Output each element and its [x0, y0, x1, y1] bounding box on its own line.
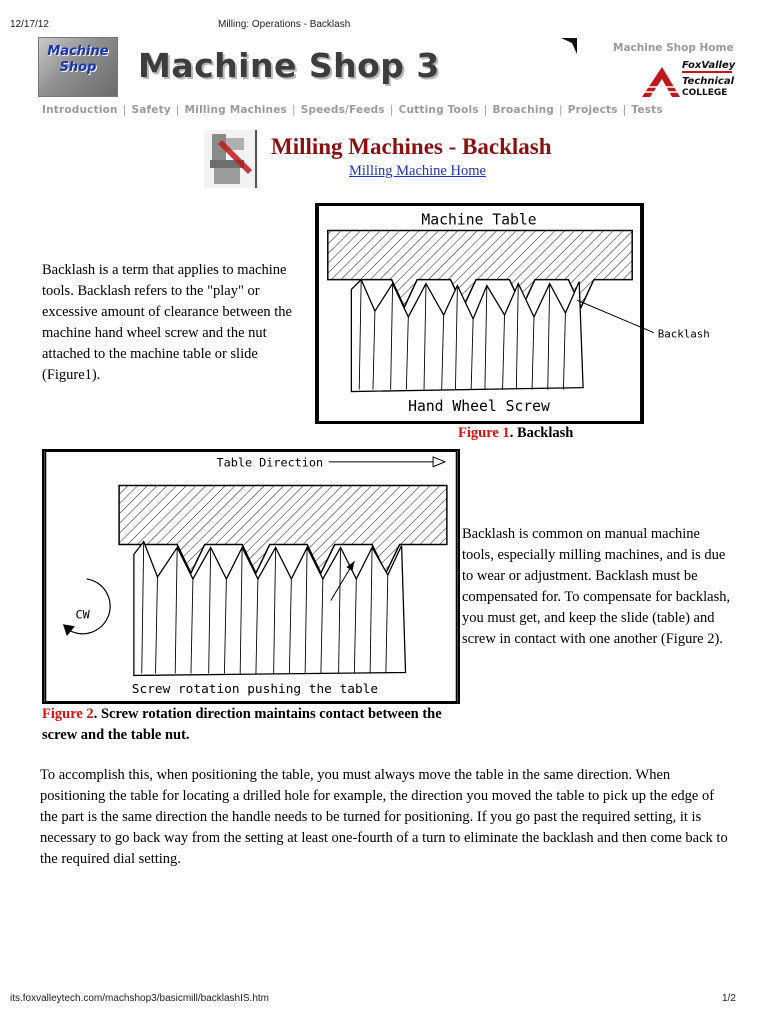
figure-1-caption-text: . Backlash [509, 425, 574, 441]
nav-tests[interactable]: Tests [631, 104, 663, 116]
figure-1-caption-prefix: Figure 1 [458, 425, 510, 441]
nav-separator: | [483, 104, 488, 116]
top-nav [42, 104, 663, 116]
nav-separator: | [122, 104, 127, 116]
corner-arrow-icon [560, 37, 578, 55]
nav-separator: | [292, 104, 296, 116]
figure-1-bottom-label: Hand Wheel Screw [408, 398, 550, 416]
nav-introduction[interactable]: Introduction [42, 104, 118, 116]
table-direction-label: Table Direction [216, 455, 324, 470]
nav-safety[interactable]: Safety [131, 104, 171, 116]
milling-machine-icon [204, 130, 258, 188]
page-title: Milling Machines - Backlash [271, 134, 552, 159]
nav-separator: | [175, 104, 180, 116]
nav-projects[interactable]: Projects [567, 104, 618, 116]
figure-1-top-label: Machine Table [421, 211, 537, 229]
fvtc-line-1: FoxValley [682, 60, 736, 71]
nav-broaching[interactable]: Broaching [492, 104, 555, 116]
fvtc-rule [682, 71, 732, 73]
print-page-title: Milling: Operations - Backlash [218, 19, 351, 30]
figure-2-diagram [42, 449, 460, 704]
logo-line-1: Machine [47, 44, 109, 59]
figure-2-caption-text: . Screw rotation direction maintains contact between the screw and the table nut. [42, 706, 442, 743]
backlash-callout-label: Backlash [657, 327, 710, 341]
nav-separator: | [622, 104, 627, 116]
fvtc-line-2: Technical [682, 76, 735, 87]
fvtc-line-3: COLLEGE [682, 88, 728, 98]
nav-separator: | [389, 104, 394, 116]
cw-label: CW [75, 607, 90, 622]
figure-2-caption [42, 704, 460, 746]
nav-speeds-feeds[interactable]: Speeds/Feeds [300, 104, 385, 116]
print-date: 12/17/12 [10, 19, 49, 30]
footer-page-number: 1/2 [722, 993, 736, 1004]
backlash-compensation-text: Backlash is common on manual machine tools, especially milling machines, and is due to wear or adjustment. Backlash must be compensated for. To compensate for backlash, you must get, and keep the slide (table) and screw in contact with one another (Figure 2). [462, 526, 731, 647]
nav-cutting-tools[interactable]: Cutting Tools [398, 104, 479, 116]
machine-shop-home-link[interactable]: Machine Shop Home [613, 42, 734, 54]
fvtc-emblem-icon [642, 67, 680, 97]
screw-shape [134, 542, 406, 676]
nav-milling-machines[interactable]: Milling Machines [184, 104, 287, 116]
backlash-definition-text: Backlash is a term that applies to machine tools. Backlash refers to the "play" or excessive amount of clearance between the machine hand wheel screw and the nut attached to the machine table or slide (Figure1). [42, 262, 292, 383]
nav-separator: | [559, 104, 563, 116]
positioning-procedure-text: To accomplish this, when positioning the table, you must always move the table in the same direction. When positioning the table for locating a drilled hole for example, the direction you moved the table to pick up the edge of the part is the same direction the handle needs to be turned for positioning. If you go past the required setting, it is necessary to go back way from the setting at least one-fourth of a turn to eliminate the backlash and then come back to the required dial setting. [40, 767, 728, 867]
milling-machine-home-link[interactable]: Milling Machine Home [349, 163, 486, 179]
site-title: Machine Shop 3 [138, 46, 440, 85]
footer-url: its.foxvalleytech.com/machshop3/basicmill/backlashIS.htm [10, 993, 269, 1004]
logo-line-2: Shop [59, 60, 97, 75]
figure-2-caption-prefix: Figure 2 [42, 706, 94, 722]
figure-1-caption [458, 423, 573, 444]
figure-2-bottom-label: Screw rotation pushing the table [131, 682, 379, 698]
machine-shop-logo[interactable] [38, 37, 118, 97]
figure-1-diagram [315, 203, 710, 424]
fvtc-logo[interactable] [640, 57, 735, 99]
